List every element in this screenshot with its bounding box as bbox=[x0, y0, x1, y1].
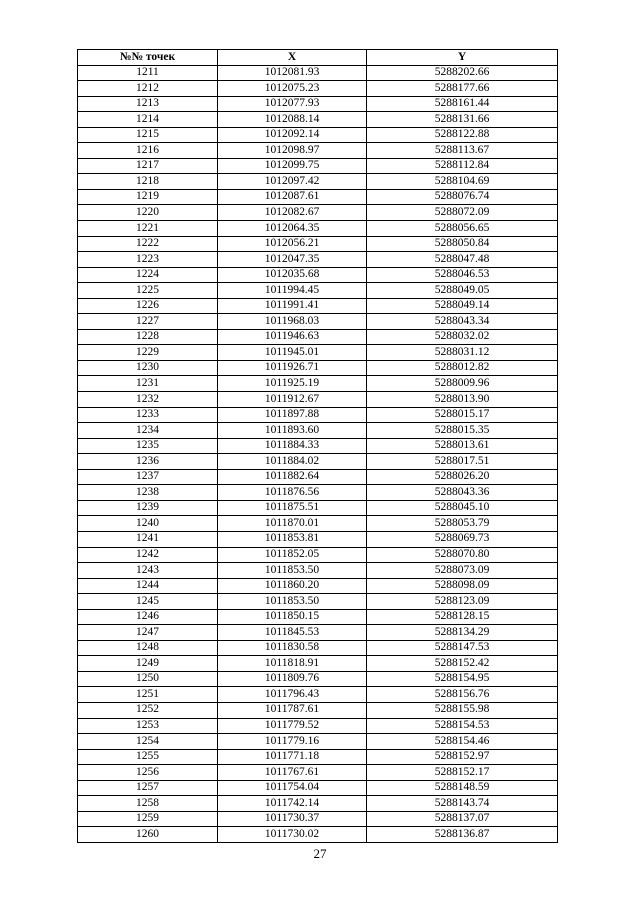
table-row bbox=[78, 563, 558, 579]
table-row bbox=[78, 143, 558, 159]
cell-y: 5288202.66 bbox=[367, 65, 558, 81]
cell-point-number: 1252 bbox=[78, 702, 218, 718]
table-row bbox=[78, 423, 558, 439]
coordinates-table bbox=[77, 49, 558, 843]
cell-x: 1011884.33 bbox=[218, 438, 367, 454]
cell-y: 5288017.51 bbox=[367, 454, 558, 470]
cell-y: 5288177.66 bbox=[367, 81, 558, 97]
cell-y: 5288015.17 bbox=[367, 407, 558, 423]
table-row bbox=[78, 780, 558, 796]
table-row bbox=[78, 65, 558, 81]
cell-point-number: 1232 bbox=[78, 392, 218, 408]
cell-y: 5288161.44 bbox=[367, 96, 558, 112]
table-row bbox=[78, 734, 558, 750]
cell-x: 1011730.37 bbox=[218, 811, 367, 827]
cell-point-number: 1254 bbox=[78, 734, 218, 750]
cell-x: 1011853.81 bbox=[218, 531, 367, 547]
cell-x: 1011912.67 bbox=[218, 392, 367, 408]
cell-x: 1012097.42 bbox=[218, 174, 367, 190]
table-row bbox=[78, 345, 558, 361]
table-row bbox=[78, 531, 558, 547]
cell-x: 1011991.41 bbox=[218, 298, 367, 314]
cell-y: 5288047.48 bbox=[367, 252, 558, 268]
cell-x: 1011850.15 bbox=[218, 609, 367, 625]
cell-y: 5288070.80 bbox=[367, 547, 558, 563]
table-row bbox=[78, 112, 558, 128]
table-row bbox=[78, 127, 558, 143]
cell-y: 5288152.17 bbox=[367, 765, 558, 781]
cell-y: 5288012.82 bbox=[367, 360, 558, 376]
table-body bbox=[78, 65, 558, 842]
cell-point-number: 1245 bbox=[78, 594, 218, 610]
cell-y: 5288154.53 bbox=[367, 718, 558, 734]
cell-y: 5288013.61 bbox=[367, 438, 558, 454]
cell-point-number: 1246 bbox=[78, 609, 218, 625]
table-row bbox=[78, 267, 558, 283]
cell-y: 5288049.05 bbox=[367, 283, 558, 299]
cell-x: 1011796.43 bbox=[218, 687, 367, 703]
table-row bbox=[78, 189, 558, 205]
table-row bbox=[78, 221, 558, 237]
cell-point-number: 1225 bbox=[78, 283, 218, 299]
cell-point-number: 1227 bbox=[78, 314, 218, 330]
cell-point-number: 1215 bbox=[78, 127, 218, 143]
table-row bbox=[78, 702, 558, 718]
cell-x: 1011994.45 bbox=[218, 283, 367, 299]
cell-y: 5288098.09 bbox=[367, 578, 558, 594]
cell-point-number: 1228 bbox=[78, 329, 218, 345]
cell-point-number: 1248 bbox=[78, 640, 218, 656]
cell-point-number: 1231 bbox=[78, 376, 218, 392]
cell-y: 5288134.29 bbox=[367, 625, 558, 641]
header-x: X bbox=[218, 50, 367, 66]
cell-point-number: 1258 bbox=[78, 796, 218, 812]
cell-y: 5288136.87 bbox=[367, 827, 558, 843]
cell-x: 1012082.67 bbox=[218, 205, 367, 221]
cell-point-number: 1217 bbox=[78, 158, 218, 174]
cell-x: 1011830.58 bbox=[218, 640, 367, 656]
cell-y: 5288032.02 bbox=[367, 329, 558, 345]
cell-point-number: 1235 bbox=[78, 438, 218, 454]
cell-point-number: 1241 bbox=[78, 531, 218, 547]
cell-y: 5288069.73 bbox=[367, 531, 558, 547]
cell-point-number: 1218 bbox=[78, 174, 218, 190]
cell-y: 5288154.95 bbox=[367, 671, 558, 687]
table-row bbox=[78, 827, 558, 843]
cell-point-number: 1256 bbox=[78, 765, 218, 781]
cell-y: 5288154.46 bbox=[367, 734, 558, 750]
cell-point-number: 1255 bbox=[78, 749, 218, 765]
cell-x: 1012092.14 bbox=[218, 127, 367, 143]
cell-x: 1011870.01 bbox=[218, 516, 367, 532]
cell-y: 5288043.36 bbox=[367, 485, 558, 501]
cell-x: 1011787.61 bbox=[218, 702, 367, 718]
cell-x: 1012081.93 bbox=[218, 65, 367, 81]
cell-y: 5288045.10 bbox=[367, 500, 558, 516]
cell-point-number: 1240 bbox=[78, 516, 218, 532]
cell-point-number: 1220 bbox=[78, 205, 218, 221]
cell-x: 1011926.71 bbox=[218, 360, 367, 376]
cell-y: 5288013.90 bbox=[367, 392, 558, 408]
table-row bbox=[78, 640, 558, 656]
table-row bbox=[78, 360, 558, 376]
cell-x: 1011860.20 bbox=[218, 578, 367, 594]
cell-point-number: 1223 bbox=[78, 252, 218, 268]
table-row bbox=[78, 283, 558, 299]
cell-y: 5288113.67 bbox=[367, 143, 558, 159]
cell-point-number: 1251 bbox=[78, 687, 218, 703]
cell-point-number: 1236 bbox=[78, 454, 218, 470]
cell-point-number: 1233 bbox=[78, 407, 218, 423]
cell-x: 1011771.18 bbox=[218, 749, 367, 765]
cell-point-number: 1230 bbox=[78, 360, 218, 376]
cell-x: 1011779.52 bbox=[218, 718, 367, 734]
cell-x: 1012056.21 bbox=[218, 236, 367, 252]
cell-point-number: 1239 bbox=[78, 500, 218, 516]
table-row bbox=[78, 687, 558, 703]
cell-x: 1011730.02 bbox=[218, 827, 367, 843]
cell-x: 1011853.50 bbox=[218, 594, 367, 610]
page-number: 27 bbox=[313, 846, 327, 861]
cell-y: 5288026.20 bbox=[367, 469, 558, 485]
cell-x: 1011882.64 bbox=[218, 469, 367, 485]
table-row bbox=[78, 609, 558, 625]
cell-y: 5288148.59 bbox=[367, 780, 558, 796]
cell-y: 5288015.35 bbox=[367, 423, 558, 439]
table-row bbox=[78, 174, 558, 190]
cell-point-number: 1237 bbox=[78, 469, 218, 485]
cell-y: 5288155.98 bbox=[367, 702, 558, 718]
table-row bbox=[78, 314, 558, 330]
cell-point-number: 1211 bbox=[78, 65, 218, 81]
header-y: Y bbox=[367, 50, 558, 66]
cell-point-number: 1253 bbox=[78, 718, 218, 734]
table-row bbox=[78, 594, 558, 610]
cell-y: 5288152.97 bbox=[367, 749, 558, 765]
cell-point-number: 1242 bbox=[78, 547, 218, 563]
cell-point-number: 1260 bbox=[78, 827, 218, 843]
cell-x: 1012088.14 bbox=[218, 112, 367, 128]
table-row bbox=[78, 811, 558, 827]
cell-point-number: 1222 bbox=[78, 236, 218, 252]
cell-y: 5288076.74 bbox=[367, 189, 558, 205]
cell-point-number: 1214 bbox=[78, 112, 218, 128]
cell-y: 5288112.84 bbox=[367, 158, 558, 174]
table-row bbox=[78, 796, 558, 812]
cell-y: 5288104.69 bbox=[367, 174, 558, 190]
cell-x: 1011818.91 bbox=[218, 656, 367, 672]
cell-x: 1011779.16 bbox=[218, 734, 367, 750]
cell-point-number: 1224 bbox=[78, 267, 218, 283]
cell-point-number: 1229 bbox=[78, 345, 218, 361]
cell-x: 1012077.93 bbox=[218, 96, 367, 112]
cell-point-number: 1244 bbox=[78, 578, 218, 594]
cell-point-number: 1249 bbox=[78, 656, 218, 672]
cell-y: 5288031.12 bbox=[367, 345, 558, 361]
cell-y: 5288122.88 bbox=[367, 127, 558, 143]
cell-y: 5288072.09 bbox=[367, 205, 558, 221]
cell-point-number: 1238 bbox=[78, 485, 218, 501]
table-row bbox=[78, 81, 558, 97]
table-row bbox=[78, 407, 558, 423]
cell-point-number: 1243 bbox=[78, 563, 218, 579]
cell-point-number: 1257 bbox=[78, 780, 218, 796]
table-row bbox=[78, 485, 558, 501]
cell-point-number: 1216 bbox=[78, 143, 218, 159]
table-row bbox=[78, 252, 558, 268]
cell-y: 5288147.53 bbox=[367, 640, 558, 656]
cell-point-number: 1234 bbox=[78, 423, 218, 439]
cell-x: 1011968.03 bbox=[218, 314, 367, 330]
cell-y: 5288123.09 bbox=[367, 594, 558, 610]
cell-x: 1011767.61 bbox=[218, 765, 367, 781]
cell-x: 1011897.88 bbox=[218, 407, 367, 423]
cell-point-number: 1219 bbox=[78, 189, 218, 205]
header-point-number: №№ точек bbox=[78, 50, 218, 66]
table-row bbox=[78, 454, 558, 470]
table-row bbox=[78, 298, 558, 314]
table-row bbox=[78, 96, 558, 112]
table-row bbox=[78, 500, 558, 516]
cell-x: 1012047.35 bbox=[218, 252, 367, 268]
cell-x: 1012098.97 bbox=[218, 143, 367, 159]
cell-x: 1011742.14 bbox=[218, 796, 367, 812]
cell-y: 5288049.14 bbox=[367, 298, 558, 314]
cell-y: 5288043.34 bbox=[367, 314, 558, 330]
cell-point-number: 1259 bbox=[78, 811, 218, 827]
table-row bbox=[78, 205, 558, 221]
cell-x: 1012075.23 bbox=[218, 81, 367, 97]
cell-y: 5288056.65 bbox=[367, 221, 558, 237]
table-row bbox=[78, 158, 558, 174]
cell-y: 5288073.09 bbox=[367, 563, 558, 579]
cell-point-number: 1250 bbox=[78, 671, 218, 687]
cell-x: 1011946.63 bbox=[218, 329, 367, 345]
cell-y: 5288152.42 bbox=[367, 656, 558, 672]
table-row bbox=[78, 625, 558, 641]
cell-x: 1011875.51 bbox=[218, 500, 367, 516]
cell-y: 5288053.79 bbox=[367, 516, 558, 532]
cell-point-number: 1226 bbox=[78, 298, 218, 314]
table-row bbox=[78, 547, 558, 563]
header-row bbox=[78, 50, 558, 66]
cell-x: 1011852.05 bbox=[218, 547, 367, 563]
cell-x: 1011945.01 bbox=[218, 345, 367, 361]
cell-x: 1011893.60 bbox=[218, 423, 367, 439]
cell-x: 1012064.35 bbox=[218, 221, 367, 237]
cell-y: 5288143.74 bbox=[367, 796, 558, 812]
table-row bbox=[78, 469, 558, 485]
cell-point-number: 1247 bbox=[78, 625, 218, 641]
table-row bbox=[78, 656, 558, 672]
cell-x: 1011876.56 bbox=[218, 485, 367, 501]
table-row bbox=[78, 236, 558, 252]
cell-x: 1011853.50 bbox=[218, 563, 367, 579]
table-row bbox=[78, 718, 558, 734]
cell-y: 5288156.76 bbox=[367, 687, 558, 703]
table-row bbox=[78, 516, 558, 532]
cell-x: 1012099.75 bbox=[218, 158, 367, 174]
cell-x: 1011754.04 bbox=[218, 780, 367, 796]
cell-y: 5288131.66 bbox=[367, 112, 558, 128]
cell-x: 1011925.19 bbox=[218, 376, 367, 392]
cell-y: 5288128.15 bbox=[367, 609, 558, 625]
cell-x: 1011845.53 bbox=[218, 625, 367, 641]
cell-point-number: 1212 bbox=[78, 81, 218, 97]
cell-point-number: 1221 bbox=[78, 221, 218, 237]
table-row bbox=[78, 438, 558, 454]
cell-y: 5288137.07 bbox=[367, 811, 558, 827]
table-row bbox=[78, 392, 558, 408]
cell-x: 1011884.02 bbox=[218, 454, 367, 470]
table-row bbox=[78, 749, 558, 765]
table-row bbox=[78, 578, 558, 594]
cell-y: 5288046.53 bbox=[367, 267, 558, 283]
table-row bbox=[78, 765, 558, 781]
cell-y: 5288050.84 bbox=[367, 236, 558, 252]
cell-point-number: 1213 bbox=[78, 96, 218, 112]
cell-x: 1011809.76 bbox=[218, 671, 367, 687]
table-row bbox=[78, 671, 558, 687]
table-header bbox=[78, 50, 558, 66]
cell-y: 5288009.96 bbox=[367, 376, 558, 392]
cell-x: 1012087.61 bbox=[218, 189, 367, 205]
table-row bbox=[78, 376, 558, 392]
cell-x: 1012035.68 bbox=[218, 267, 367, 283]
table-row bbox=[78, 329, 558, 345]
